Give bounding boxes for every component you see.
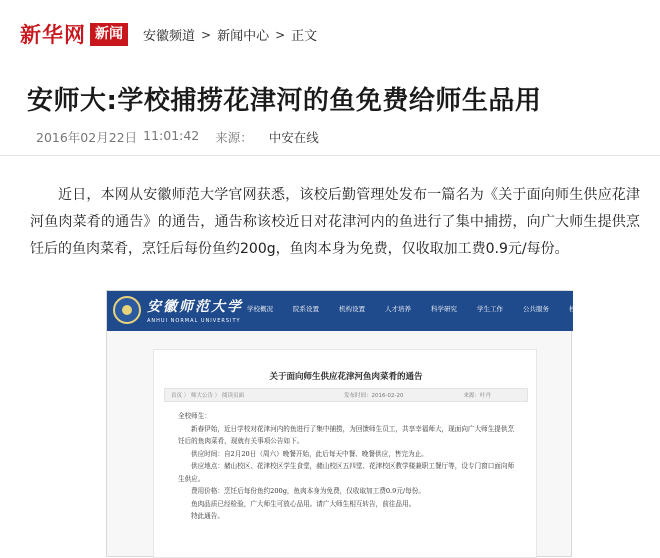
source-label: 来源： xyxy=(215,130,253,145)
notice-time: 发布时间：2016-02-20 xyxy=(344,393,404,399)
notice-content xyxy=(178,410,518,523)
menu-item: 机构设置 xyxy=(339,305,365,313)
divider xyxy=(0,155,660,156)
notice-line: 全校师生： xyxy=(178,412,211,420)
university-nav-bar xyxy=(107,291,595,331)
menu-item: 公共服务 xyxy=(523,305,549,313)
menu-item: 科学研究 xyxy=(431,305,457,313)
embedded-screenshot xyxy=(106,290,595,557)
university-menu xyxy=(247,304,615,313)
menu-item: 院系设置 xyxy=(293,305,319,313)
menu-item: 人才培养 xyxy=(385,305,411,313)
breadcrumb-anhui-channel[interactable]: 安徽频道 xyxy=(143,29,196,44)
xinhuanet-logo[interactable] xyxy=(20,20,128,48)
site-header xyxy=(0,0,660,62)
notice-line: 新春伊始，近日学校对花津河内的鱼进行了集中捕捞，为回馈师生员工，共享幸福师大，现面向广大师生提供烹饪后的鱼肉菜肴，现就有关事项公告如下。 xyxy=(178,424,515,445)
page-title: 安师大:学校捕捞花津河的鱼免费给师生品用 xyxy=(27,86,542,116)
breadcrumb-current[interactable]: 正文 xyxy=(291,29,318,44)
source-name: 中安在线 xyxy=(268,130,319,145)
notice-source: 来源：叶丹 xyxy=(463,393,491,399)
university-logo xyxy=(147,296,243,324)
logo-text: 新华网 xyxy=(20,22,86,47)
article-body: 近日，本网从安徽师范大学官网获悉，该校后勤管理处发布一篇名为《关于面向师生供应花津河鱼肉菜肴的通告》的通告，通告称该校近日对花津河内的鱼进行了集中捕捞，向广大师生提供烹饪后的鱼肉菜肴，烹饪后每份鱼约200g，鱼肉本身为免费，仅收取加工费0.9元/每份。 xyxy=(30,187,640,257)
logo-badge: 新闻 xyxy=(90,23,128,46)
publish-date: 2016年02月22日 xyxy=(36,130,138,145)
publish-time: 11:01:42 xyxy=(143,128,200,143)
breadcrumb xyxy=(143,25,317,44)
notice-line: 鱼肉品质已经检验，广大师生可放心品用。请广大师生相互转告，前往品用。 xyxy=(191,499,416,508)
notice-line: 特此通告。 xyxy=(191,512,224,520)
breadcrumb-separator: > xyxy=(201,27,212,42)
notice-page xyxy=(153,349,537,558)
university-name-en: ANHUI NORMAL UNIVERSITY xyxy=(147,318,241,324)
university-name: 安徽师范大学 xyxy=(147,299,243,315)
notice-line: 费用价格：烹饪后每份鱼约200g，鱼肉本身为免费，仅收取加工费0.9元/每份。 xyxy=(191,487,425,495)
university-emblem-icon xyxy=(113,296,141,324)
menu-item: 校工学院 xyxy=(569,305,595,313)
article-meta xyxy=(36,128,319,146)
breadcrumb-separator: > xyxy=(275,27,286,42)
menu-item: 学生工作 xyxy=(477,305,503,313)
notice-line: 供应时间：自2月20日（周六）晚餐开始，此后每天中餐、晚餐供应，售完为止。 xyxy=(191,449,428,458)
notice-line: 供应地点：赭山校区、花津校区学生食堂，赭山校区五四堂、花津校区教学楼兼职工餐厅等，设专门窗口面向师生供应。 xyxy=(178,462,515,483)
notice-crumb: 首页 〉 师大公告 〉 阅读页面 xyxy=(171,393,244,399)
notice-info-bar xyxy=(164,388,528,402)
notice-heading: 关于面向师生供应花津河鱼肉菜肴的通告 xyxy=(269,372,423,382)
menu-item: 学校概况 xyxy=(247,305,273,313)
breadcrumb-news-center[interactable]: 新闻中心 xyxy=(217,29,270,44)
